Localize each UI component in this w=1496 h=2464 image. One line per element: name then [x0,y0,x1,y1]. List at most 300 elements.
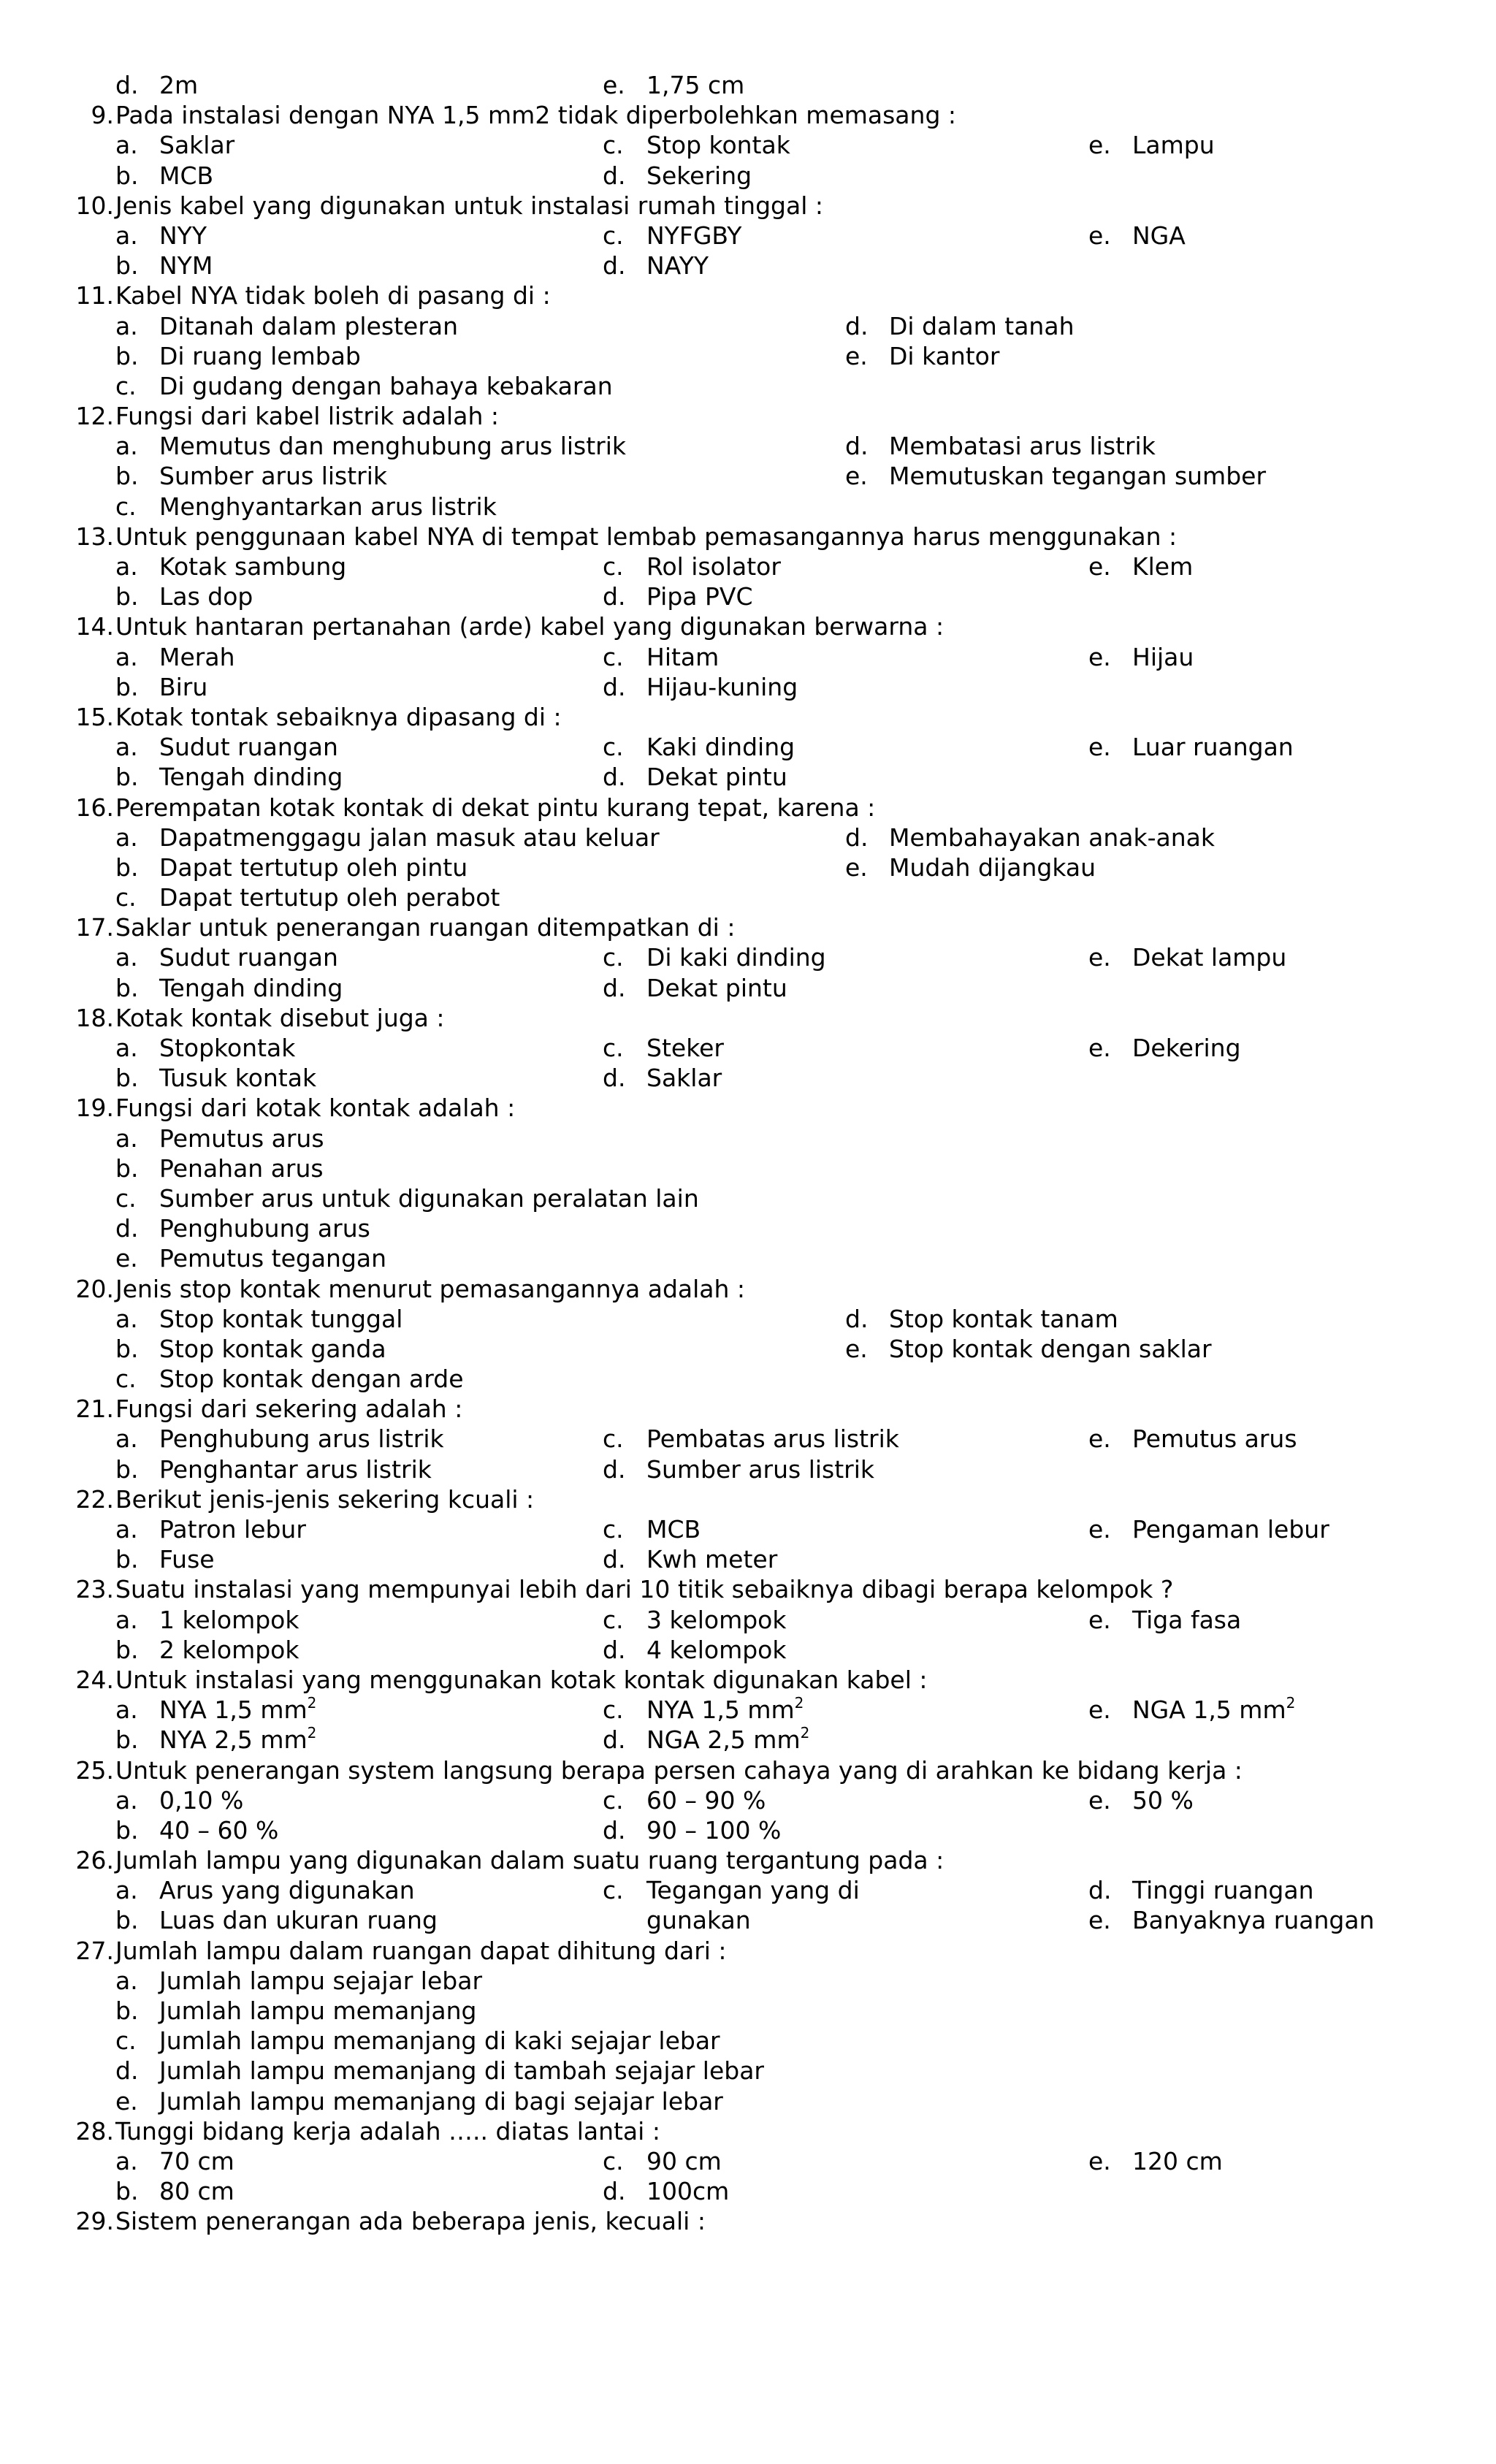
option-text: Jumlah lampu memanjang di kaki sejajar lebar [159,2026,720,2056]
option-text: Tinggi ruangan [1132,1876,1314,1905]
option-text: Patron lebur [159,1515,306,1544]
option-text: Ditanah dalam plesteran [159,311,459,340]
superscript: 2 [307,1694,317,1712]
option-letter: d. [603,2177,626,2206]
option-text: Dekat pintu [646,973,787,1002]
option-row [0,371,1496,401]
question-text: Untuk instalasi yang menggunakan kotak kontak digunakan kabel : [115,1665,928,1694]
superscript: 2 [1286,1694,1296,1712]
option-letter: a. [115,221,138,250]
question-number: 27. [75,1936,114,1965]
question-number: 9. [91,101,114,130]
question-row [0,1394,1496,1424]
option-row [0,642,1496,672]
question-number: 18. [75,1003,114,1032]
answer-option [115,1364,464,1394]
option-letter: d. [845,432,869,461]
option-text: Di dalam tanah [889,311,1075,340]
option-letter: e. [115,1244,138,1273]
option-letter: e. [845,1334,868,1363]
option-row [0,2086,1496,2116]
option-row [0,341,1496,371]
option-letter: d. [1088,1876,1112,1905]
option-row [0,1695,1496,1725]
option-letter: e. [1088,642,1111,671]
option-text: Luas dan ukuran ruang [159,1906,438,1935]
question-text: Tunggi bidang kerja adalah ….. diatas lantai : [115,2116,660,2145]
option-letter: e. [115,2086,138,2116]
question-number: 11. [75,281,114,310]
option-text: 2m [159,71,199,99]
question-text: Fungsi dari kabel listrik adalah : [115,402,499,431]
answer-option [115,461,387,491]
option-row [0,1424,1496,1454]
option-text: Sumber arus listrik [159,462,388,491]
question-row [0,522,1496,552]
answer-option [115,161,213,191]
question-text: Untuk penggunaan kabel NYA di tempat lembab pemasangannya harus menggunakan : [115,522,1178,551]
option-row [0,823,1496,853]
option-letter: a. [115,1966,138,1995]
answer-option [115,1635,299,1665]
option-letter: a. [115,642,138,671]
option-text: Pengaman lebur [1132,1515,1329,1544]
answer-option [115,2176,234,2206]
answer-option [1088,1785,1194,1815]
answer-option [603,1033,724,1063]
option-text: Stop kontak tunggal [159,1304,403,1333]
answer-option [115,581,253,611]
option-text: Stop kontak dengan arde [159,1365,464,1394]
option-letter: c. [115,492,137,521]
option-text: Tengah dinding [159,973,343,1002]
option-letter: c. [115,2026,137,2056]
answer-option [845,1334,1212,1364]
option-letter: e. [1088,943,1111,972]
question-number: 17. [75,913,114,942]
option-row [0,1243,1496,1273]
option-text: Saklar [159,131,235,160]
answer-option [845,853,1096,882]
question-text: Saklar untuk penerangan ruangan ditempatkan di : [115,913,736,942]
option-text: Di gudang dengan bahaya kebakaran [159,371,613,400]
option-row [0,762,1496,792]
option-letter: c. [603,131,624,160]
option-text: Pemutus arus [1132,1424,1297,1454]
answer-option [115,1605,299,1635]
option-letter: b. [115,853,139,882]
option-text: Dapat tertutup oleh pintu [159,853,468,882]
option-text: Saklar [646,1064,722,1093]
option-text: Membatasi arus listrik [889,432,1156,461]
option-letter: a. [115,943,138,972]
option-letter: c. [603,1696,624,1725]
option-letter: d. [845,823,869,852]
option-text: Penghubung arus listrik [159,1424,444,1454]
question-row [0,1274,1496,1304]
answer-option [845,1304,1118,1334]
answer-option [115,2056,764,2086]
option-text: Banyaknya ruangan [1132,1906,1375,1935]
answer-option [603,251,709,281]
option-row [0,2146,1496,2176]
question-row [0,191,1496,221]
option-text: 90 cm [646,2146,722,2175]
option-text: MCB [159,161,214,190]
answer-option [603,672,798,702]
question-text: Perempatan kotak kontak di dekat pintu kurang tepat, karena : [115,793,876,822]
option-text: Rol isolator [646,552,781,581]
option-letter: d. [115,2056,139,2086]
question-number: 29. [75,2207,114,2236]
answer-option [115,1124,324,1153]
option-letter: b. [115,1815,139,1845]
question-row [0,1845,1496,1875]
option-letter: e. [1088,552,1111,581]
option-letter: a. [115,2146,138,2175]
option-letter: b. [115,161,139,190]
option-letter: b. [115,1996,139,2025]
option-letter: c. [603,733,624,762]
option-text: NYA 1,5 mm [159,1696,308,1725]
option-text: Membahayakan anak-anak [889,823,1215,852]
option-letter: b. [115,672,139,701]
question-text: Suatu instalasi yang mempunyai lebih dari 10 titik sebaiknya dibagi berapa kelompok ? [115,1575,1174,1604]
option-letter: d. [603,251,626,281]
option-text: Di kaki dinding [646,943,826,972]
option-letter: b. [115,1545,139,1574]
option-text: Penghantar arus listrik [159,1454,432,1484]
question-text: Fungsi dari sekering adalah : [115,1395,463,1424]
option-text: NYA 1,5 mm [646,1696,795,1725]
option-row [0,1996,1496,2026]
answer-option [115,1725,316,1755]
option-row [0,1785,1496,1815]
answer-option [603,1063,722,1093]
option-letter: a. [115,131,138,160]
answer-option [1088,642,1194,672]
answer-option [603,1514,701,1544]
option-text: Sumber arus listrik [646,1454,875,1484]
answer-option [845,823,1215,853]
answer-option [1088,1424,1297,1454]
option-letter: a. [115,1034,138,1062]
answer-option [1088,130,1215,160]
option-letter: a. [115,1605,138,1634]
option-text: Pemutus tegangan [159,1244,387,1273]
option-row [0,1605,1496,1635]
question-row [0,100,1496,130]
option-text: Dapatmenggagu jalan masuk atau keluar [159,823,660,852]
question-row [0,1755,1496,1785]
option-row [0,853,1496,882]
option-letter: a. [115,1424,138,1454]
question-row [0,281,1496,310]
option-text: Kotak sambung [159,552,347,581]
answer-option [115,1996,476,2026]
option-letter: b. [115,341,139,370]
option-letter: e. [1088,1785,1111,1815]
question-text: Kabel NYA tidak boleh di pasang di : [115,281,551,310]
option-text: 90 – 100 % [646,1815,782,1845]
option-letter: c. [115,1365,137,1394]
option-text: Tegangan yang di [646,1876,860,1905]
option-text: Jumlah lampu memanjang [159,1996,477,2025]
answer-option [603,973,787,1003]
option-text: Kaki dinding [646,733,795,762]
option-letter: d. [603,1635,626,1664]
answer-option [1088,1875,1313,1905]
option-text: 50 % [1132,1785,1194,1815]
option-letter: b. [115,1906,139,1935]
question-row [0,401,1496,431]
answer-option [115,221,207,251]
superscript: 2 [307,1724,317,1742]
question-text: Untuk hantaran pertanahan (arde) kabel yang digunakan berwarna : [115,612,944,641]
question-number: 26. [75,1846,114,1875]
option-text: Sekering [646,161,752,190]
option-letter: d. [845,1304,869,1333]
answer-option [603,1695,804,1725]
answer-option [845,461,1266,491]
option-letter: d. [603,1545,626,1574]
option-letter: e. [1088,1696,1111,1725]
answer-option [115,552,346,581]
option-letter: e. [1088,1605,1111,1634]
answer-option [115,1334,386,1364]
option-letter: d. [603,582,626,611]
option-letter: c. [603,1515,624,1544]
option-letter: d. [603,973,626,1002]
answer-option [115,431,626,461]
option-text: Jumlah lampu memanjang di tambah sejajar lebar [159,2056,764,2086]
question-row [0,2206,1496,2236]
answer-option [845,311,1074,341]
answer-option [115,1304,402,1334]
option-row [0,1905,1496,1935]
option-row [0,2176,1496,2206]
question-text: Berikut jenis-jenis sekering kcuali : [115,1484,535,1514]
option-letter: e. [1088,131,1111,160]
answer-option [1088,221,1186,251]
question-number: 25. [75,1755,114,1785]
answer-option [115,311,458,341]
answer-option [115,853,468,882]
option-text: Sudut ruangan [159,733,338,762]
option-letter: e. [1088,1424,1111,1454]
option-row [0,1153,1496,1183]
answer-option [115,823,660,853]
option-row [0,1544,1496,1574]
question-number: 23. [75,1575,114,1604]
option-row [0,973,1496,1003]
option-text: 70 cm [159,2146,234,2175]
question-number: 28. [75,2116,114,2145]
option-text: Lampu [1132,131,1215,160]
answer-option [603,2176,729,2206]
answer-option [115,942,338,972]
question-number: 10. [75,191,114,220]
answer-option [115,492,497,522]
option-text: Di kantor [889,341,1000,370]
option-text: Jumlah lampu memanjang di bagi sejajar lebar [159,2086,723,2116]
question-number: 12. [75,402,114,431]
option-row [0,70,1496,100]
option-letter: d. [603,1064,626,1093]
option-text: Sudut ruangan [159,943,338,972]
option-letter: b. [115,582,139,611]
option-letter: e. [1088,1034,1111,1062]
option-letter: c. [603,552,624,581]
option-text: Penahan arus [159,1153,324,1183]
option-letter: d. [603,672,626,701]
superscript: 2 [800,1724,810,1742]
option-text: Tiga fasa [1132,1605,1242,1634]
question-row [0,1665,1496,1695]
question-text: Jenis stop kontak menurut pemasangannya adalah : [115,1274,746,1303]
option-letter: b. [115,1454,139,1484]
answer-option [603,1905,751,1935]
answer-option [115,1213,370,1243]
option-text: Merah [159,642,235,671]
answer-option [115,1424,444,1454]
answer-option [603,1635,786,1665]
answer-option [1088,732,1294,762]
question-number: 14. [75,612,114,641]
question-row [0,1003,1496,1033]
option-row [0,1815,1496,1845]
question-row [0,1484,1496,1514]
answer-option [603,1875,860,1905]
option-row [0,2056,1496,2086]
answer-option [603,221,741,251]
option-text: Pipa PVC [646,582,753,611]
answer-option [115,1905,438,1935]
option-text: Hitam [646,642,720,671]
option-text: Las dop [159,582,253,611]
answer-option [1088,552,1193,581]
question-row [0,912,1496,942]
option-text: Arus yang digunakan [159,1876,415,1905]
option-text: 0,10 % [159,1785,244,1815]
question-number: 15. [75,702,114,731]
option-text: NGA 2,5 mm [646,1725,801,1755]
option-text: Tengah dinding [159,763,343,792]
answer-option [115,762,343,792]
option-text: Menghyantarkan arus listrik [159,492,497,521]
option-letter: a. [115,1785,138,1815]
option-letter: b. [115,1064,139,1093]
option-text: Stop kontak [646,131,790,160]
option-letter: b. [115,1635,139,1664]
answer-option [115,1785,243,1815]
option-letter: e. [845,341,868,370]
answer-option [603,581,753,611]
option-letter: a. [115,1124,138,1153]
option-text: NYM [159,251,213,281]
option-letter: d. [603,1454,626,1484]
answer-option [115,2026,720,2056]
option-letter: c. [115,883,137,912]
option-text: 3 kelompok [646,1605,787,1634]
option-text: Jumlah lampu sejajar lebar [159,1966,483,1995]
answer-option [1088,1033,1241,1063]
answer-option [1088,942,1286,972]
option-row [0,1966,1496,1996]
question-number: 19. [75,1094,114,1123]
answer-option [603,70,744,100]
question-row [0,1093,1496,1123]
option-letter: d. [115,1214,139,1243]
option-text: Stop kontak dengan saklar [889,1334,1212,1363]
option-row [0,732,1496,762]
option-letter: a. [115,733,138,762]
answer-option [603,1605,786,1635]
answer-option [115,1454,432,1484]
option-text: gunakan [646,1906,751,1935]
option-text: Kwh meter [646,1545,778,1574]
answer-option [603,1815,781,1845]
answer-option [1088,1605,1241,1635]
question-row [0,2116,1496,2146]
answer-option [603,762,787,792]
question-number: 22. [75,1484,114,1514]
answer-option [845,431,1156,461]
option-text: Stopkontak [159,1034,296,1062]
answer-option [115,1243,386,1273]
option-letter: e. [1088,1906,1111,1935]
answer-option [1088,1905,1375,1935]
option-letter: c. [603,1034,624,1062]
question-text: Fungsi dari kotak kontak adalah : [115,1094,516,1123]
option-letter: c. [603,943,624,972]
option-row [0,130,1496,160]
answer-option [603,1725,809,1755]
answer-option [603,1454,874,1484]
option-text: 100cm [646,2177,730,2206]
option-text: Luar ruangan [1132,733,1294,762]
option-row [0,1063,1496,1093]
option-letter: d. [115,71,139,99]
question-number: 13. [75,522,114,551]
option-row [0,1304,1496,1334]
question-text: Jumlah lampu yang digunakan dalam suatu ruang tergantung pada : [115,1846,944,1875]
question-row [0,702,1496,732]
option-text: NAYY [646,251,709,281]
option-letter: a. [115,1876,138,1905]
option-row [0,1454,1496,1484]
option-text: 80 cm [159,2177,234,2206]
answer-option [115,2086,723,2116]
option-letter: a. [115,1515,138,1544]
answer-option [1088,1514,1329,1544]
option-row [0,1213,1496,1243]
option-text: Klem [1132,552,1194,581]
answer-option [845,341,999,371]
option-letter: d. [603,1725,626,1755]
option-row [0,1334,1496,1364]
option-text: NYA 2,5 mm [159,1725,308,1755]
answer-option [115,2146,234,2176]
option-text: 2 kelompok [159,1635,299,1664]
option-row [0,431,1496,461]
option-text: NYY [159,221,207,250]
answer-option [115,371,613,401]
option-text: Steker [646,1034,724,1062]
option-text: Sumber arus untuk digunakan peralatan lain [159,1183,699,1213]
option-text: Stop kontak ganda [159,1334,386,1363]
option-letter: d. [603,1815,626,1845]
